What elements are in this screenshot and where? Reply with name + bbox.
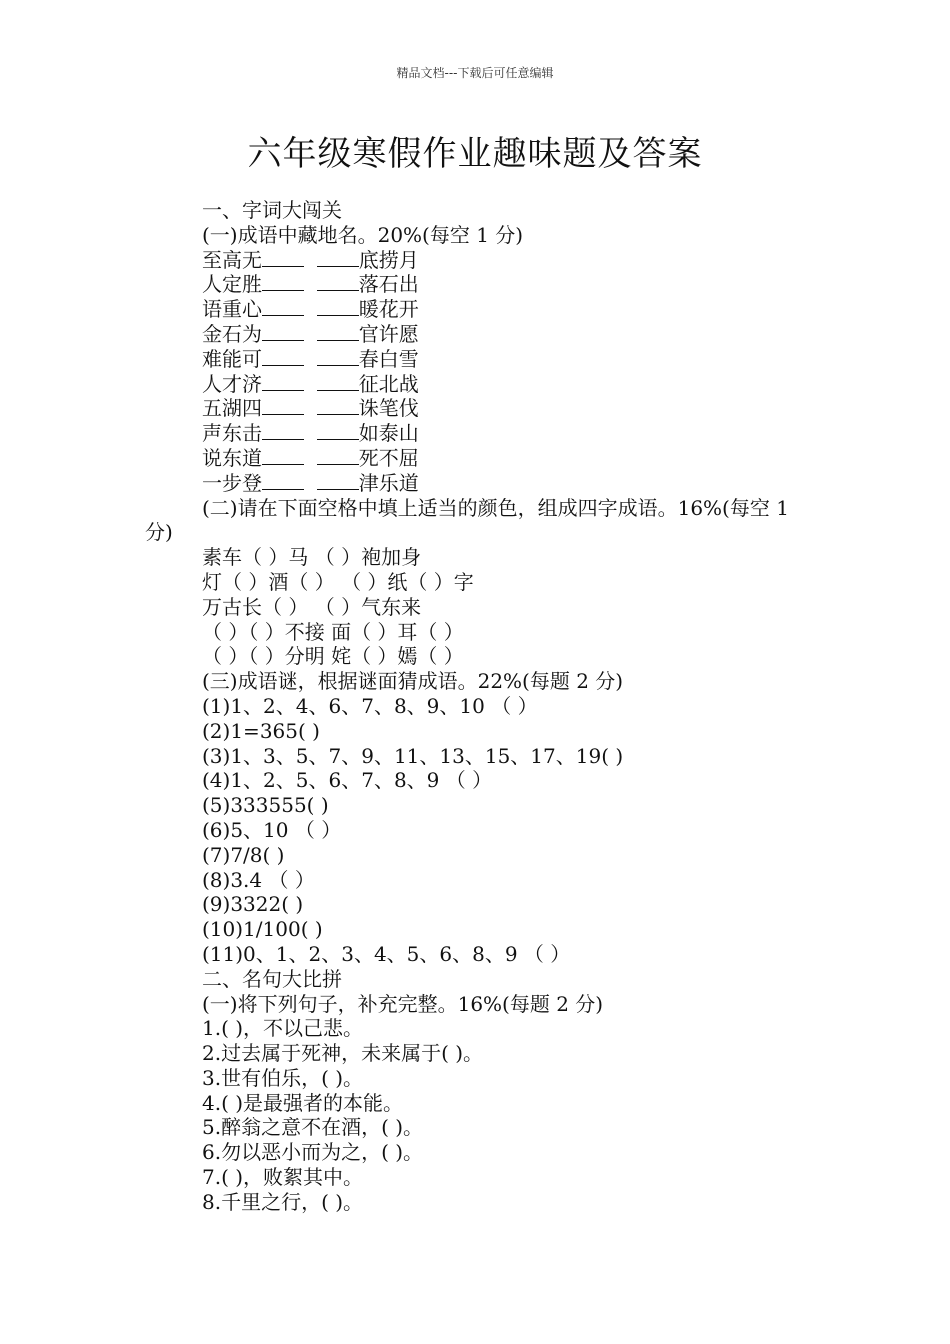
riddle-row: (10)1/100( ) (202, 917, 323, 942)
answer-blank[interactable] (262, 299, 304, 316)
idiom-left: 语重心 (202, 297, 262, 322)
riddle-row: (3)1、3、5、7、9、11、13、15、17、19( ) (202, 743, 624, 768)
answer-blank[interactable] (317, 324, 359, 341)
idiom-left: 一步登 (202, 470, 262, 495)
riddle-row: (11)0、1、2、3、4、5、6、8、9 （ ） (202, 941, 571, 966)
idiom-right: 官许愿 (358, 321, 419, 346)
answer-blank[interactable] (317, 473, 359, 490)
idiom-row (145, 347, 815, 372)
page-header: 精品文档---下载后可任意编辑 (396, 66, 554, 80)
idiom-row (145, 421, 815, 446)
riddle-row: (8)3.4 （ ） (202, 867, 315, 892)
part-heading: (三)成语谜，根据谜面猜成语。22%(每题 2 分) (202, 669, 624, 694)
quote-row: 2.过去属于死神，未来属于( )。 (202, 1041, 484, 1066)
answer-blank[interactable] (317, 423, 359, 440)
answer-blank[interactable] (317, 398, 359, 415)
idiom-right: 落石出 (358, 272, 419, 297)
idiom-row (145, 248, 815, 273)
answer-blank[interactable] (262, 473, 304, 490)
idiom-left: 人才济 (202, 371, 262, 396)
quote-row: 7.( )，败絮其中。 (202, 1165, 364, 1190)
idiom-row (145, 372, 815, 397)
part-heading: (二)请在下面空格中填上适当的颜色，组成四字成语。16%(每空 1 分) (145, 495, 789, 545)
quote-row: 4.( )是最强者的本能。 (202, 1090, 404, 1115)
answer-blank[interactable] (262, 250, 304, 267)
answer-blank[interactable] (317, 274, 359, 291)
idiom-left: 五湖四 (202, 396, 262, 421)
answer-blank[interactable] (262, 423, 304, 440)
riddle-row: (7)7/8( ) (202, 842, 285, 867)
color-idiom-row: （ ）（ ）分明 姹（ ）嫣（ ） (202, 644, 464, 669)
answer-blank[interactable] (317, 299, 359, 316)
part-heading: (一)成语中藏地名。20%(每空 1 分) (202, 222, 524, 247)
color-idiom-row: 灯（ ）酒（ ） （ ）纸（ ）字 (202, 569, 474, 594)
idiom-right: 诛笔伐 (358, 396, 419, 421)
quote-row: 8.千里之行，( )。 (202, 1189, 364, 1214)
idiom-left: 难能可 (202, 346, 262, 371)
answer-blank[interactable] (262, 349, 304, 366)
answer-blank[interactable] (317, 349, 359, 366)
quote-row: 3.世有伯乐，( )。 (202, 1065, 364, 1090)
idiom-left: 说东道 (202, 445, 262, 470)
idiom-right: 如泰山 (358, 421, 419, 446)
section-heading: 一、字词大闯关 (202, 198, 342, 222)
riddle-row: (9)3322( ) (202, 892, 304, 917)
idiom-right: 津乐道 (358, 470, 419, 495)
idiom-row (145, 446, 815, 471)
document-body (145, 198, 815, 1215)
answer-blank[interactable] (262, 398, 304, 415)
answer-blank[interactable] (262, 374, 304, 391)
riddle-row: (5)333555( ) (202, 793, 329, 818)
answer-blank[interactable] (317, 448, 359, 465)
idiom-left: 金石为 (202, 321, 262, 346)
quote-row: 6.勿以恶小而为之，( )。 (202, 1140, 424, 1165)
idiom-row (145, 297, 815, 322)
idiom-right: 春白雪 (358, 346, 419, 371)
idiom-right: 死不屈 (358, 445, 419, 470)
idiom-row (145, 272, 815, 297)
answer-blank[interactable] (262, 274, 304, 291)
answer-blank[interactable] (317, 250, 359, 267)
quote-row: 1.( )，不以己悲。 (202, 1016, 364, 1041)
idiom-left: 声东击 (202, 421, 262, 446)
quote-row: 5.醉翁之意不在酒，( )。 (202, 1115, 424, 1140)
idiom-right: 底捞月 (358, 247, 419, 272)
idiom-row (145, 322, 815, 347)
idiom-row (145, 396, 815, 421)
idiom-right: 暖花开 (358, 297, 419, 322)
document-title: 六年级寒假作业趣味题及答案 (247, 134, 703, 174)
riddle-row: (4)1、2、5、6、7、8、9 （ ） (202, 768, 493, 793)
answer-blank[interactable] (317, 374, 359, 391)
riddle-row: (1)1、2、4、6、7、8、9、10 （ ） (202, 693, 538, 718)
idiom-right: 征北战 (358, 371, 419, 396)
color-idiom-row: （ ）（ ）不接 面（ ）耳（ ） (202, 619, 464, 644)
section-heading: 二、名句大比拼 (202, 966, 342, 991)
color-idiom-row: 素车（ ）马 （ ）袍加身 (202, 545, 422, 570)
answer-blank[interactable] (262, 448, 304, 465)
color-idiom-row: 万古长（ ） （ ）气东来 (202, 594, 422, 619)
idiom-left: 至高无 (202, 247, 262, 272)
riddle-row: (6)5、10 （ ） (202, 817, 342, 842)
idiom-left: 人定胜 (202, 272, 262, 297)
idiom-row (145, 471, 815, 496)
part-heading: (一)将下列句子，补充完整。16%(每题 2 分) (202, 991, 604, 1016)
answer-blank[interactable] (262, 324, 304, 341)
riddle-row: (2)1=365( ) (202, 718, 320, 743)
